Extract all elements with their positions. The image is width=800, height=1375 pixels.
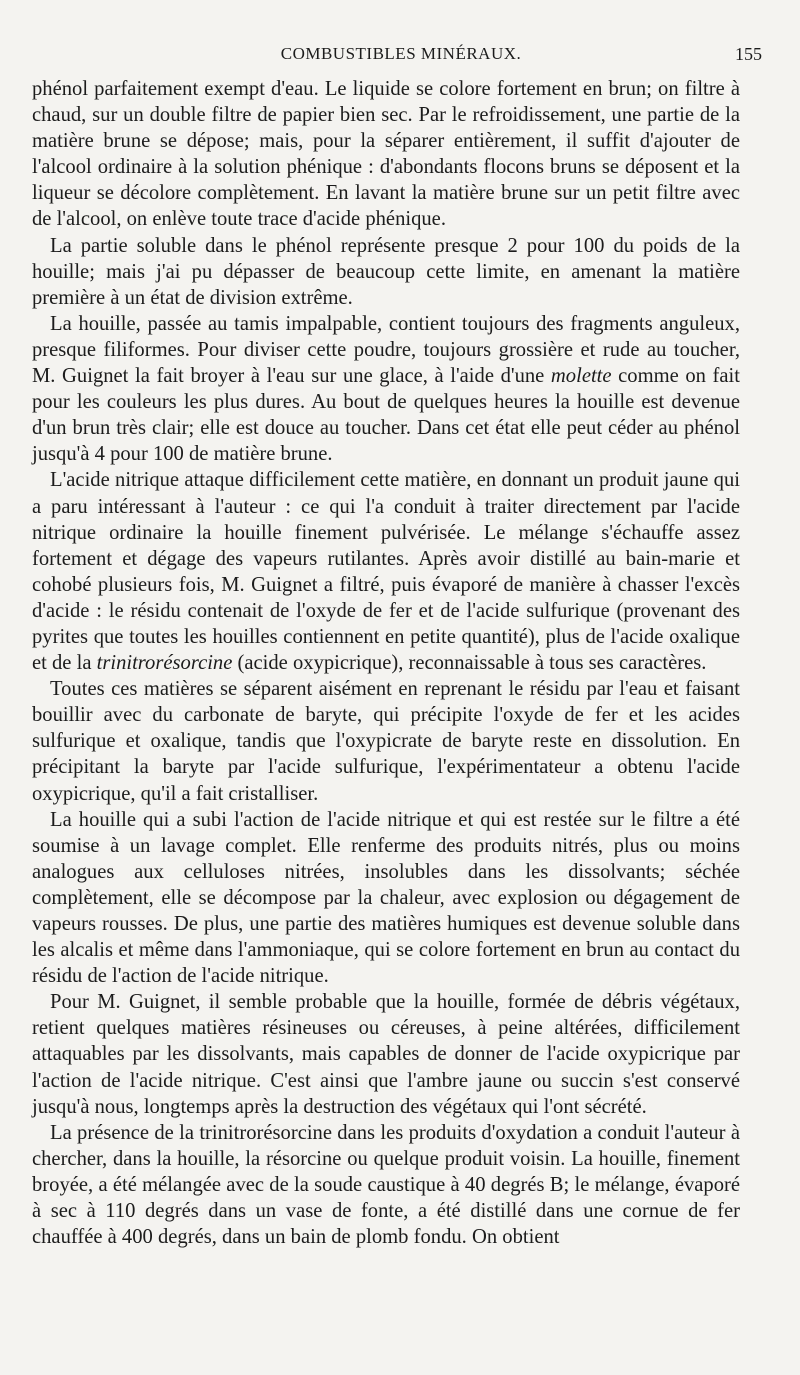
paragraph-2: La partie soluble dans le phénol représente presque 2 pour 100 du poids de la houille; mais j'ai pu dépasser de beaucoup cette limite, en amenant la matière première à un état de division extrême. — [32, 234, 740, 309]
paragraph-4-text-a: L'acide nitrique attaque difficilement cette matière, en donnant un produit jaune qui a paru intéressant à l'auteur : ce qui l'a conduit à traiter directement par l'acide nitrique ordinaire la houille finement pulvérisée. Le mélange s'échauffe assez fortement et dégage des vapeurs rutilantes. Après avoir distillé au bain-marie et cohobé plusieurs fois, M. Guignet a filtré, puis évaporé de manière à chasser l'excès d'acide : le résidu contenait de l'oxyde de fer et de l'acide sulfurique (provenant des pyrites que toutes les houilles contiennent en petite quantité), plus de l'acide oxalique et de la — [32, 469, 740, 675]
page-number: 155 — [735, 44, 762, 64]
paragraph-1: phénol parfaitement exempt d'eau. Le liquide se colore fortement en brun; on filtre à chaud, sur un double filtre de papier bien sec. Par le refroidissement, une partie de la matière brune se dépose; mais, pour la séparer entièrement, il suffit d'ajouter de l'alcool ordinaire à la solution phénique : d'abondants flocons bruns se déposent et la liqueur se décolore complètement. En lavant la matière brune sur un petit filtre avec de l'alcool, on enlève toute trace d'acide phénique. — [32, 78, 740, 231]
paragraph-7: Pour M. Guignet, il semble probable que la houille, formée de débris végétaux, retient quelques matières résineuses ou céreuses, à peine altérées, difficilement attaquables par les dissolvants, mais capables de donner de l'acide oxypicrique par l'action de l'acide nitrique. C'est ainsi que l'ambre jaune ou succin s'est conservé jusqu'à nous, longtemps après la destruction des végétaux qui l'ont sécrété. — [32, 991, 740, 1118]
paragraph-8: La présence de la trinitrorésorcine dans les produits d'oxydation a conduit l'auteur à chercher, dans la houille, la résorcine ou quelque produit voisin. La houille, finement broyée, a été mélangée avec de la soude caustique à 40 degrés B; le mélange, évaporé à sec à 110 degrés dans un vase de fonte, a été distillé dans une cornue de fer chauffée à 400 degrés, dans un bain de plomb fondu. On obtient — [32, 1121, 740, 1249]
italic-term-trinitroresorcine: trinitrorésorcine — [96, 652, 233, 675]
page-header — [32, 44, 770, 70]
paragraph-4-text-b: (acide oxypicrique), reconnaissable à tous ses caractères. — [232, 652, 707, 675]
paragraph-3 — [32, 311, 740, 468]
body-text — [32, 76, 740, 1250]
paragraph-6: La houille qui a subi l'action de l'acide nitrique et qui est restée sur le filtre a été soumise à un lavage complet. Elle renferme des produits nitrés, plus ou moins analogues aux celluloses nitrées, insolubles dans les dissolvants; séchée complètement, elle se décompose par la chaleur, avec explosion ou dégagement de vapeurs rousses. De plus, une partie des matières humiques est devenue soluble dans les alcalis et même dans l'ammoniaque, qui se colore fortement en brun au contact du résidu de l'action de l'acide nitrique. — [32, 808, 740, 988]
italic-term-molette: molette — [550, 365, 612, 388]
running-title: COMBUSTIBLES MINÉRAUX. — [280, 44, 522, 63]
paragraph-3-text-a: La houille, passée au tamis impalpable, contient toujours des fragments anguleux, presque filiformes. Pour diviser cette poudre, toujours grossière et rude au toucher, M. Guignet la fait broyer à l'eau sur une glace, à l'aide d'une — [32, 312, 740, 388]
paragraph-5: Toutes ces matières se séparent aisément en reprenant le résidu par l'eau et faisant bouillir avec du carbonate de baryte, qui précipite l'oxyde de fer et les acides sulfurique et oxalique, tandis que l'oxypicrate de baryte reste en dissolution. En précipitant la baryte par l'acide sulfurique, l'expérimentateur a obtenu l'acide oxypicrique, qu'il a fait cristalliser. — [32, 678, 740, 805]
paragraph-3-text-b: comme on fait pour les couleurs les plus dures. Au bout de quelques heures la houille est devenue d'un brun très clair; elle est douce au toucher. Dans cet état elle peut céder au phénol jusqu'à 4 pour 100 de matière brune. — [32, 365, 740, 466]
paragraph-4 — [32, 467, 740, 676]
